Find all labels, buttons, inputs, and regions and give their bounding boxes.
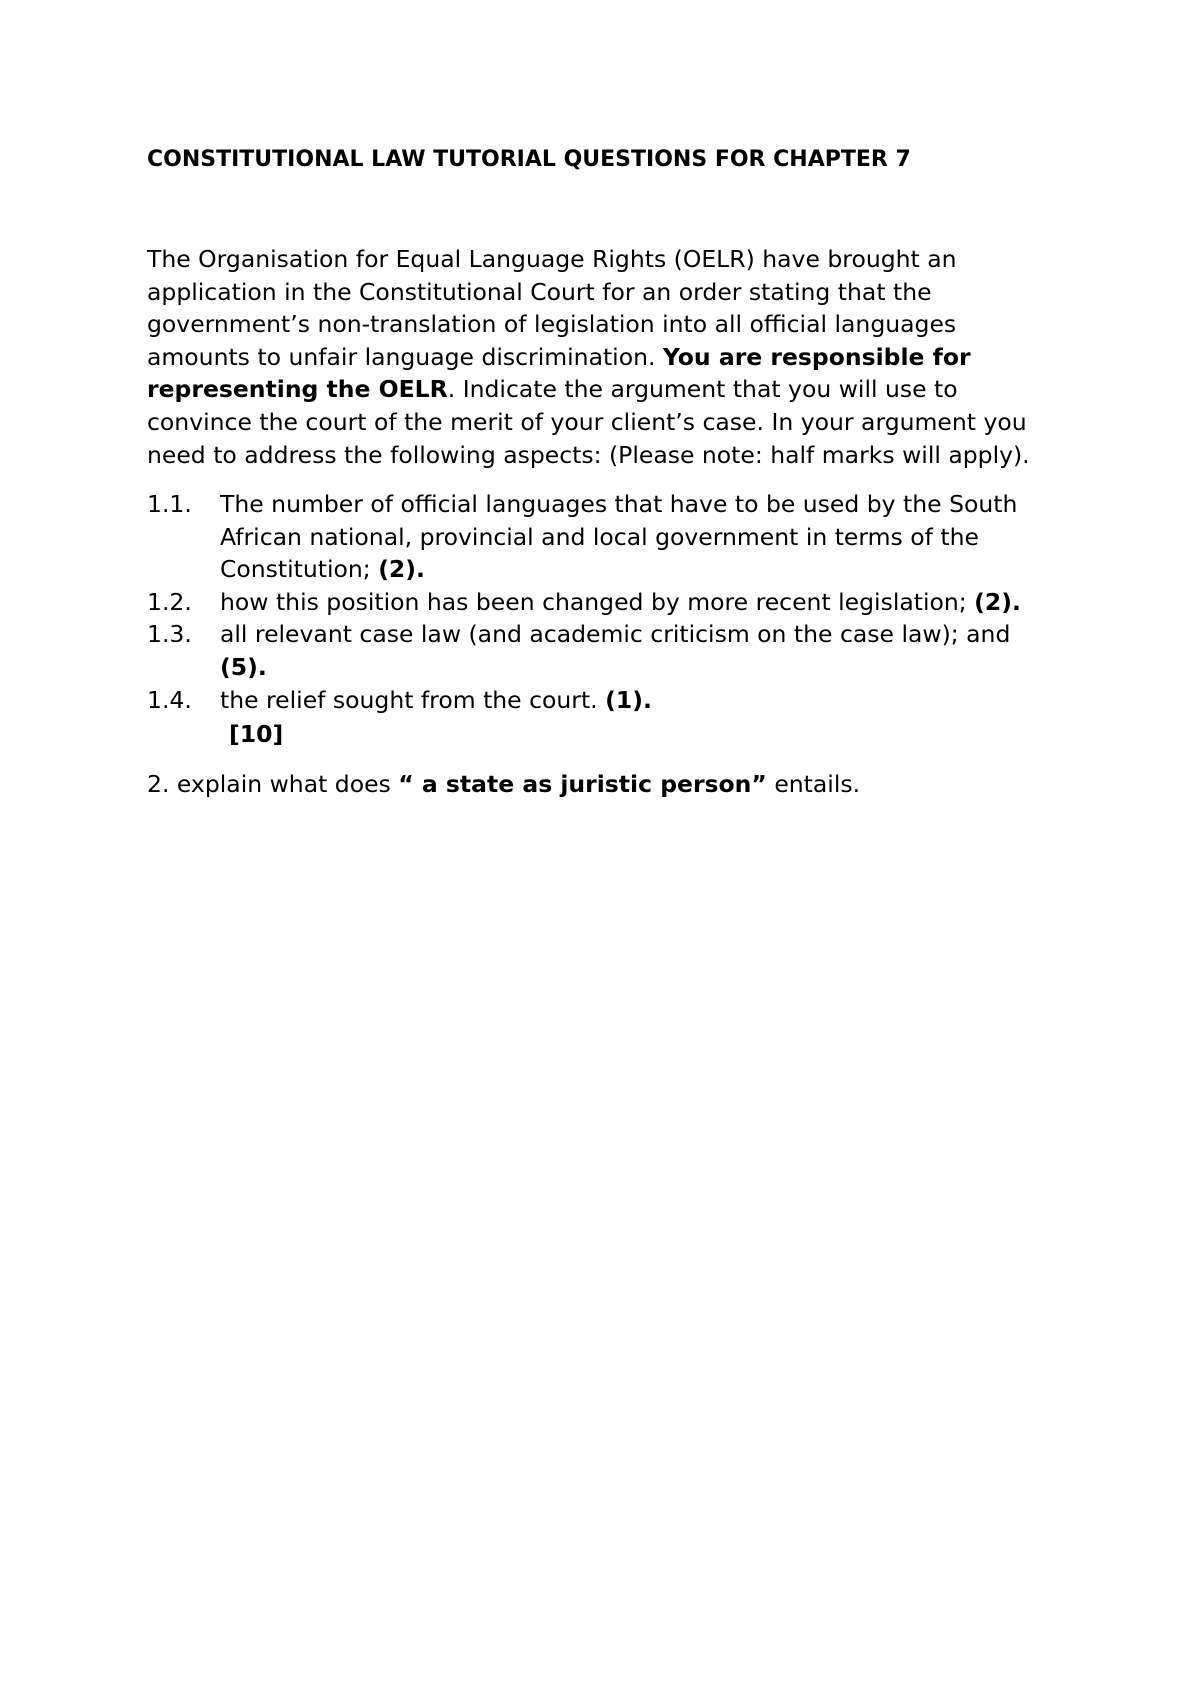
item-line: The number of official languages that have to be used by the South <box>220 490 1018 518</box>
item-text: how this position has been changed by more recent legislation; <box>220 587 975 616</box>
question-two-text: entails. <box>766 770 861 798</box>
item-number: 1.1. <box>147 490 192 518</box>
intro-emphasis: You are responsible for <box>662 342 971 371</box>
item-text: the relief sought from the court. <box>220 685 606 714</box>
list-item <box>147 684 1077 717</box>
item-marks: (2). <box>378 555 425 584</box>
item-marks: (2). <box>974 587 1021 616</box>
item-text: Constitution; <box>220 555 379 584</box>
item-line <box>220 553 1077 586</box>
intro-line: application in the Constitutional Court for an order stating that the <box>147 277 932 306</box>
question-list <box>147 488 1077 716</box>
intro-line <box>147 341 1077 374</box>
intro-emphasis: representing the OELR <box>147 375 448 404</box>
item-marks: (1). <box>605 685 652 714</box>
item-line <box>220 651 1077 684</box>
list-item <box>147 618 1077 683</box>
intro-line: government’s non-translation of legislation into all official languages <box>147 310 957 339</box>
intro-paragraph <box>147 243 1077 471</box>
total-marks: [10] <box>229 720 284 748</box>
item-line: all relevant case law (and academic criticism on the case law); and <box>220 620 1011 649</box>
intro-line: need to address the following aspects: (Please note: half marks will apply). <box>147 440 1030 469</box>
document-title: CONSTITUTIONAL LAW TUTORIAL QUESTIONS FOR CHAPTER 7 <box>147 147 911 172</box>
item-line <box>220 586 1077 619</box>
item-number: 1.2. <box>147 587 192 616</box>
question-two <box>147 768 860 801</box>
item-line: African national, provincial and local government in terms of the <box>220 522 979 551</box>
intro-text: amounts to unfair language discrimination. <box>147 342 663 371</box>
list-item <box>147 488 1077 586</box>
intro-line: The Organisation for Equal Language Rights (OELR) have brought an <box>147 245 957 273</box>
intro-line: convince the court of the merit of your client’s case. In your argument you <box>147 407 1027 436</box>
question-two-emphasis: “ a state as juristic person” <box>398 770 767 798</box>
intro-line <box>147 373 1077 406</box>
item-line <box>220 684 1077 717</box>
item-marks: (5). <box>220 652 267 681</box>
list-item <box>147 586 1077 619</box>
intro-text: . Indicate the argument that you will use to <box>447 375 958 404</box>
item-number: 1.3. <box>147 620 192 649</box>
item-number: 1.4. <box>147 685 192 714</box>
question-two-text: 2. explain what does <box>147 770 399 798</box>
